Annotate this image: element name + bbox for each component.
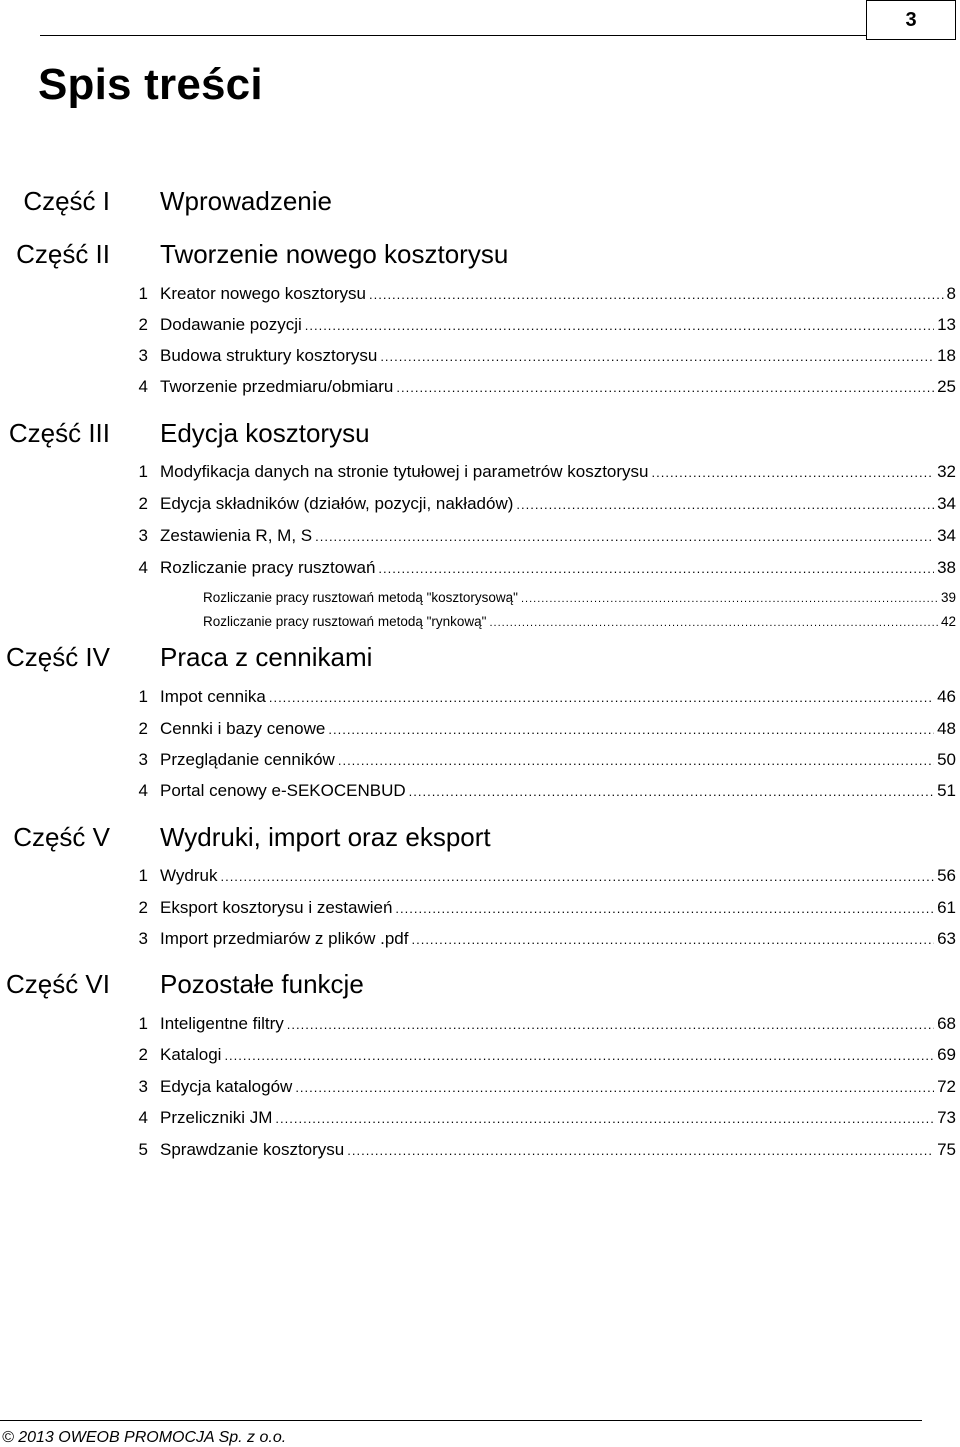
entry-title: Cennki i bazy cenowe [160, 719, 326, 738]
entry-number: 3 [138, 346, 148, 365]
dot-leader [411, 928, 934, 952]
entry-page: 73 [937, 1108, 956, 1127]
dot-leader [516, 493, 934, 517]
entry-number: 3 [138, 1077, 148, 1096]
toc-part-5[interactable] [0, 817, 920, 857]
dot-leader [347, 1139, 934, 1163]
dot-leader [275, 1107, 934, 1131]
toc-entry[interactable] [0, 492, 956, 516]
entry-page: 69 [937, 1045, 956, 1064]
entry-page: 13 [937, 315, 956, 334]
entry-number: 3 [138, 526, 148, 545]
entry-number: 4 [138, 1108, 148, 1127]
entry-number: 3 [138, 750, 148, 769]
toc-entry[interactable] [0, 282, 956, 306]
toc-part-6[interactable] [0, 964, 920, 1004]
toc-entry[interactable] [0, 864, 956, 888]
dot-leader [315, 525, 934, 549]
entry-page: 61 [937, 898, 956, 917]
part-title: Praca z cennikami [160, 642, 373, 672]
toc-entry[interactable] [0, 1106, 956, 1130]
entry-page: 50 [937, 750, 956, 769]
entry-page: 38 [937, 558, 956, 577]
entry-number: 2 [138, 898, 148, 917]
footer-rule [0, 1420, 922, 1421]
entry-number: 2 [138, 1045, 148, 1064]
entry-title: Przeglądanie cenników [160, 750, 335, 769]
entry-title: Impot cennika [160, 687, 266, 706]
part-label: Część IV [5, 642, 110, 672]
toc-part-3[interactable] [0, 413, 920, 453]
part-title: Wprowadzenie [160, 186, 332, 216]
entry-page: 51 [937, 781, 956, 800]
copyright-footer: © 2013 OWEOB PROMOCJA Sp. z o.o. [2, 1429, 287, 1446]
toc-part-4[interactable] [0, 637, 920, 677]
entry-number: 4 [138, 781, 148, 800]
dot-leader [521, 589, 938, 609]
entry-number: 1 [138, 462, 148, 481]
entry-title: Tworzenie przedmiaru/obmiaru [160, 377, 394, 396]
toc-entry[interactable] [0, 313, 956, 337]
part-title: Edycja kosztorysu [160, 418, 370, 448]
entry-page: 25 [937, 377, 956, 396]
entry-page: 72 [937, 1077, 956, 1096]
entry-title: Eksport kosztorysu i zestawień [160, 898, 393, 917]
entry-title: Przeliczniki JM [160, 1108, 273, 1127]
entry-number: 2 [138, 494, 148, 513]
entry-page: 32 [937, 462, 956, 481]
entry-number: 1 [138, 1014, 148, 1033]
dot-leader [409, 780, 934, 804]
entry-page: 56 [937, 866, 956, 885]
page-number: 3 [866, 0, 956, 40]
toc-entry[interactable] [0, 717, 956, 741]
dot-leader [396, 376, 934, 400]
toc-entry[interactable] [0, 779, 956, 803]
header-rule [40, 35, 867, 36]
part-label: Część I [23, 186, 110, 216]
entry-title: Edycja składników (działów, pozycji, nakładów) [160, 494, 514, 513]
entry-title: Budowa struktury kosztorysu [160, 346, 378, 365]
toc-entry[interactable] [0, 344, 956, 368]
part-label: Część V [13, 822, 110, 852]
part-title: Pozostałe funkcje [160, 969, 364, 999]
entry-number: 1 [138, 866, 148, 885]
entry-number: 2 [138, 719, 148, 738]
part-label: Część VI [5, 969, 110, 999]
toc-entry[interactable] [0, 896, 956, 920]
toc-entry[interactable] [0, 1138, 956, 1162]
toc-part-2[interactable] [0, 234, 920, 274]
part-title: Tworzenie nowego kosztorysu [160, 239, 509, 269]
dot-leader [287, 1013, 934, 1037]
entry-page: 75 [937, 1140, 956, 1159]
entry-title: Zestawienia R, M, S [160, 526, 313, 545]
dot-leader [220, 865, 934, 889]
toc-entry[interactable] [0, 1075, 956, 1099]
entry-page: 8 [946, 284, 956, 303]
toc-entry[interactable] [0, 685, 956, 709]
entry-title: Inteligentne filtry [160, 1014, 284, 1033]
entry-title: Sprawdzanie kosztorysu [160, 1140, 345, 1159]
entry-page: 48 [937, 719, 956, 738]
dot-leader [489, 613, 938, 633]
toc-entry[interactable] [0, 748, 956, 772]
entry-page: 46 [937, 687, 956, 706]
entry-title: Rozliczanie pracy rusztowań [160, 558, 376, 577]
dot-leader [328, 718, 934, 742]
entry-page: 18 [937, 346, 956, 365]
entry-page: 34 [937, 494, 956, 513]
dot-leader [395, 897, 934, 921]
entry-title: Edycja katalogów [160, 1077, 293, 1096]
dot-leader [652, 461, 935, 485]
part-title: Wydruki, import oraz eksport [160, 822, 491, 852]
toc-entry[interactable] [0, 375, 956, 399]
page-title: Spis treści [38, 60, 263, 109]
toc-entry[interactable] [0, 1012, 956, 1036]
entry-title: Import przedmiarów z plików .pdf [160, 929, 409, 948]
toc-entry[interactable] [0, 460, 956, 484]
entry-title: Kreator nowego kosztorysu [160, 284, 366, 303]
dot-leader [338, 749, 934, 773]
toc-entry[interactable] [0, 524, 956, 548]
dot-leader [369, 283, 944, 307]
toc-part-1[interactable] [0, 181, 920, 221]
dot-leader [305, 314, 934, 338]
toc-subentry[interactable] [0, 588, 956, 608]
subentry-title: Rozliczanie pracy rusztowań metodą "kosztorysową" [203, 590, 518, 605]
subentry-title: Rozliczanie pracy rusztowań metodą "rynkową" [203, 614, 487, 629]
toc-entry[interactable] [0, 927, 956, 951]
toc-entry[interactable] [0, 1043, 956, 1067]
entry-title: Dodawanie pozycji [160, 315, 302, 334]
entry-page: 63 [937, 929, 956, 948]
entry-number: 4 [138, 558, 148, 577]
dot-leader [380, 345, 934, 369]
entry-page: 34 [937, 526, 956, 545]
dot-leader [295, 1076, 934, 1100]
entry-title: Wydruk [160, 866, 218, 885]
entry-number: 4 [138, 377, 148, 396]
toc-entry[interactable] [0, 556, 956, 580]
entry-number: 1 [138, 687, 148, 706]
dot-leader [378, 557, 934, 581]
entry-title: Modyfikacja danych na stronie tytułowej i parametrów kosztorysu [160, 462, 649, 481]
dot-leader [224, 1044, 934, 1068]
entry-number: 5 [138, 1140, 148, 1159]
toc-subentry[interactable] [0, 612, 956, 632]
entry-number: 2 [138, 315, 148, 334]
subentry-page: 42 [940, 614, 956, 629]
entry-title: Portal cenowy e-SEKOCENBUD [160, 781, 406, 800]
entry-number: 1 [138, 284, 148, 303]
dot-leader [269, 686, 934, 710]
entry-title: Katalogi [160, 1045, 222, 1064]
subentry-page: 39 [940, 590, 956, 605]
part-label: Część II [16, 239, 110, 269]
part-label: Część III [8, 418, 110, 448]
entry-number: 3 [138, 929, 148, 948]
entry-page: 68 [937, 1014, 956, 1033]
